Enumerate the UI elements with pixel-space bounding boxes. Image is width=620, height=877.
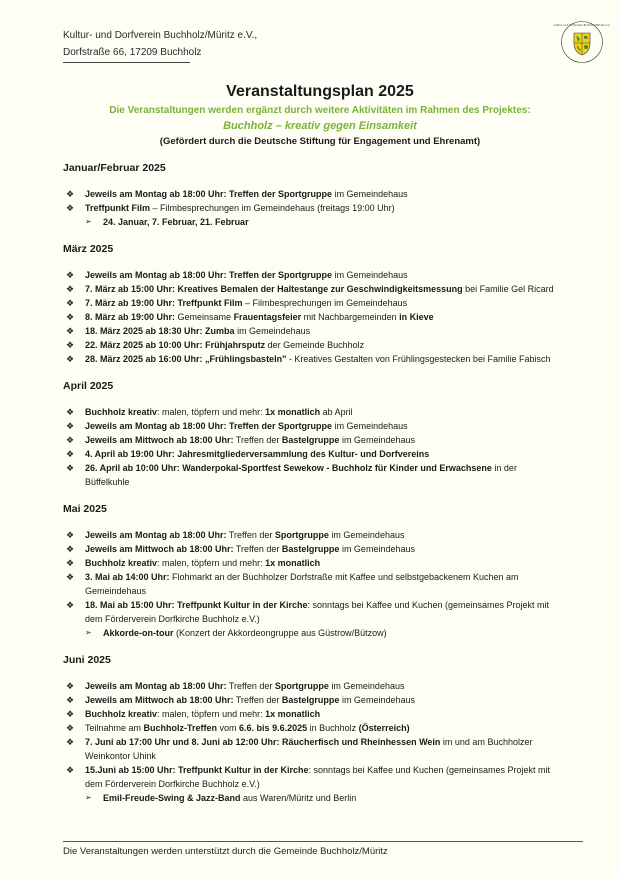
- event-subitem: [63, 791, 563, 805]
- event-text-bold: Jeweils am Montag ab 18:00 Uhr:: [85, 681, 227, 691]
- event-item: [63, 556, 563, 570]
- event-text: : malen, töpfern und mehr:: [157, 407, 266, 417]
- funding-note: (Gefördert durch die Deutsche Stiftung für Engagement und Ehrenamt): [159, 136, 481, 147]
- event-list: [63, 187, 563, 229]
- diamond-bullet-icon: ❖: [65, 530, 75, 540]
- section-title: März 2025: [63, 243, 114, 255]
- event-text-bold: Jeweils am Mittwoch ab 18:00 Uhr:: [85, 435, 234, 445]
- event-list: [63, 679, 563, 805]
- event-item: [63, 268, 563, 282]
- event-text: : malen, töpfern und mehr:: [157, 709, 266, 719]
- diamond-bullet-icon: ❖: [65, 298, 75, 308]
- diamond-bullet-icon: ❖: [65, 326, 75, 336]
- event-item: [63, 679, 563, 693]
- event-item: [63, 763, 563, 791]
- event-item: [63, 296, 563, 310]
- event-item: [63, 461, 563, 489]
- event-text: – Filmbesprechungen im Gemeindehaus: [242, 298, 408, 308]
- diamond-bullet-icon: ❖: [65, 203, 75, 213]
- event-text: - Kreatives Gestalten von Frühlingsgestecken bei Familie Fabisch: [286, 354, 551, 364]
- arrow-bullet-icon: ➢: [85, 217, 92, 226]
- event-text-bold: Sportgruppe: [274, 530, 329, 540]
- event-text: im Gemeindehaus: [339, 435, 415, 445]
- event-text-bold: 7. Juni ab 17:00 Uhr und 8. Juni ab 12:00 Uhr: Räucherfisch und Rheinhessen Wein: [85, 737, 441, 747]
- event-text-bold: 18. März 2025 ab 18:30 Uhr: Zumba: [85, 326, 235, 336]
- event-text-bold: 28. März 2025 ab 16:00 Uhr: „Frühlingsbasteln": [85, 354, 287, 364]
- event-text: ab April: [320, 407, 353, 417]
- event-text-bold: 3. Mai ab 14:00 Uhr:: [85, 572, 170, 582]
- event-item: [63, 187, 563, 201]
- event-text: Gemeinsame: [175, 312, 234, 322]
- event-text-bold: Frauentagsfeier: [233, 312, 302, 322]
- event-text: in Buchholz: [307, 723, 359, 733]
- event-text-bold: 7. März ab 19:00 Uhr: Treffpunkt Film: [85, 298, 243, 308]
- event-text: im und am Buchholzer Weinkontor Uhink: [85, 737, 533, 761]
- event-text: Treffen der: [233, 544, 282, 554]
- event-text: im Gemeindehaus: [332, 189, 408, 199]
- event-text: : sonntags bei Kaffee und Kuchen (gemeinsames Projekt mit dem Förderverein Dorfkirche Buchholz e.V.): [85, 600, 550, 624]
- diamond-bullet-icon: ❖: [65, 340, 75, 350]
- diamond-bullet-icon: ❖: [65, 407, 75, 417]
- event-text: im Gemeindehaus: [328, 681, 405, 691]
- event-text: mit Nachbargemeinden: [301, 312, 400, 322]
- diamond-bullet-icon: ❖: [65, 544, 75, 554]
- diamond-bullet-icon: ❖: [65, 695, 75, 705]
- diamond-bullet-icon: ❖: [65, 354, 75, 364]
- section-title: Januar/Februar 2025: [63, 162, 166, 174]
- diamond-bullet-icon: ❖: [65, 284, 75, 294]
- event-subitem: [63, 215, 563, 229]
- month-section: [63, 501, 563, 640]
- event-text-bold: Buchholz-Treffen: [143, 723, 218, 733]
- event-item: [63, 282, 563, 296]
- event-text-bold: Jeweils am Montag ab 18:00 Uhr: Treffen der Sportgruppe: [85, 189, 333, 199]
- event-text-bold: Jeweils am Montag ab 18:00 Uhr: Treffen der Sportgruppe: [85, 421, 333, 431]
- event-item: [63, 310, 563, 324]
- section-title: Mai 2025: [63, 503, 107, 515]
- event-text-bold: Buchholz kreativ: [85, 407, 158, 417]
- diamond-bullet-icon: ❖: [65, 681, 75, 691]
- event-text-bold: Jeweils am Mittwoch ab 18:00 Uhr:: [85, 695, 234, 705]
- event-text: Treffen der: [226, 681, 275, 691]
- event-text: Treffen der: [226, 530, 275, 540]
- diamond-bullet-icon: ❖: [65, 709, 75, 719]
- diamond-bullet-icon: ❖: [65, 270, 75, 280]
- event-text-bold: Jeweils am Montag ab 18:00 Uhr:: [85, 530, 227, 540]
- diamond-bullet-icon: ❖: [65, 421, 75, 431]
- event-text-bold: in Kieve: [399, 312, 434, 322]
- diamond-bullet-icon: ❖: [65, 765, 75, 775]
- diamond-bullet-icon: ❖: [65, 449, 75, 459]
- event-text: im Gemeindehaus: [332, 270, 408, 280]
- event-text-bold: Bastelgruppe: [281, 544, 340, 554]
- section-title: Juni 2025: [63, 654, 111, 666]
- diamond-bullet-icon: ❖: [65, 189, 75, 199]
- event-text-bold: Buchholz kreativ: [85, 709, 158, 719]
- event-text-bold: Bastelgruppe: [281, 435, 340, 445]
- org-address: Dorfstraße 66, 17209 Buchholz: [63, 44, 190, 63]
- title-block: [40, 82, 600, 149]
- event-text: – Filmbesprechungen im Gemeindehaus (freitags 19:00 Uhr): [150, 203, 395, 213]
- event-text-bold: 18. Mai ab 15:00 Uhr: Treffpunkt Kultur in der Kirche: [85, 600, 308, 610]
- event-text: im Gemeindehaus: [339, 695, 415, 705]
- event-text: der Gemeinde Buchholz: [265, 340, 365, 350]
- month-section: [63, 652, 563, 805]
- event-sections: [63, 160, 563, 817]
- event-text-bold: 24. Januar, 7. Februar, 21. Februar: [103, 217, 249, 227]
- event-list: [63, 528, 563, 640]
- diamond-bullet-icon: ❖: [65, 737, 75, 747]
- association-logo: [554, 20, 610, 64]
- event-text-bold: (Österreich): [358, 723, 410, 733]
- event-text: aus Waren/Müritz und Berlin: [240, 793, 357, 803]
- diamond-bullet-icon: ❖: [65, 723, 75, 733]
- project-intro: Die Veranstaltungen werden ergänzt durch weitere Aktivitäten im Rahmen des Projektes:: [109, 105, 531, 116]
- event-text: : sonntags bei Kaffee und Kuchen (gemeinsames Projekt mit dem Förderverein Dorfkirche Buchholz e.V.): [85, 765, 551, 789]
- event-text: im Gemeindehaus: [332, 421, 408, 431]
- event-text: (Konzert der Akkordeongruppe aus Güstrow/Bützow): [173, 628, 387, 638]
- event-item: [63, 528, 563, 542]
- event-text: Teilnahme am: [85, 723, 144, 733]
- event-text-bold: 1x monatlich: [265, 407, 321, 417]
- event-text-bold: 7. März ab 15:00 Uhr: Kreatives Bemalen der Haltestange zur Geschwindigkeitsmessung: [85, 284, 463, 294]
- event-item: [63, 542, 563, 556]
- diamond-bullet-icon: ❖: [65, 312, 75, 322]
- project-name: Buchholz – kreativ gegen Einsamkeit: [223, 120, 417, 132]
- event-text: bei Familie Gel Ricard: [462, 284, 554, 294]
- event-text-bold: 1x monatlich: [265, 558, 321, 568]
- event-item: [63, 338, 563, 352]
- event-text-bold: Jeweils am Mittwoch ab 18:00 Uhr:: [85, 544, 234, 554]
- event-text: Treffen der: [233, 695, 282, 705]
- diamond-bullet-icon: ❖: [65, 435, 75, 445]
- month-section: [63, 160, 563, 229]
- event-text: im Gemeindehaus: [339, 544, 415, 554]
- event-text-bold: Treffpunkt Film: [85, 203, 150, 213]
- event-list: [63, 268, 563, 366]
- event-text-bold: 4. April ab 19:00 Uhr: Jahresmitgliederversammlung des Kultur- und Dorfvereins: [85, 449, 430, 459]
- event-text: im Gemeindehaus: [328, 530, 405, 540]
- event-text: Treffen der: [233, 435, 282, 445]
- event-item: [63, 324, 563, 338]
- event-text-bold: 8. März ab 19:00 Uhr:: [85, 312, 176, 322]
- footer-note: Die Veranstaltungen werden unterstützt durch die Gemeinde Buchholz/Müritz: [63, 841, 583, 857]
- event-text-bold: Frühjahrsputz: [205, 340, 266, 350]
- event-text-bold: Bastelgruppe: [281, 695, 340, 705]
- event-item: [63, 721, 563, 735]
- event-item: [63, 570, 563, 598]
- logo-ring-text: Kultur- und Dorfverein Buchholz/Müritz e.V.: [554, 24, 610, 27]
- event-text: in der Büffelkuhle: [85, 463, 517, 487]
- event-item: [63, 447, 563, 461]
- diamond-bullet-icon: ❖: [65, 463, 75, 473]
- page-title: Veranstaltungsplan 2025: [226, 83, 414, 100]
- event-text-bold: Jeweils am Montag ab 18:00 Uhr: Treffen der Sportgruppe: [85, 270, 333, 280]
- month-section: [63, 378, 563, 489]
- event-text: vom: [217, 723, 240, 733]
- event-text-bold: Buchholz kreativ: [85, 558, 158, 568]
- arrow-bullet-icon: ➢: [85, 793, 92, 802]
- event-list: [63, 405, 563, 489]
- event-text-bold: Sportgruppe: [274, 681, 329, 691]
- event-item: [63, 598, 563, 626]
- event-item: [63, 419, 563, 433]
- event-text-bold: 15.Juni ab 15:00 Uhr: Treffpunkt Kultur in der Kirche: [85, 765, 309, 775]
- org-name: Kultur- und Dorfverein Buchholz/Müritz e.V.,: [63, 30, 258, 41]
- month-section: [63, 241, 563, 366]
- diamond-bullet-icon: ❖: [65, 572, 75, 582]
- diamond-bullet-icon: ❖: [65, 558, 75, 568]
- event-text-bold: Emil-Freude-Swing & Jazz-Band: [103, 793, 241, 803]
- event-item: [63, 693, 563, 707]
- event-text-bold: Akkorde-on-tour: [103, 628, 174, 638]
- event-text: Flohmarkt an der Buchholzer Dorfstraße mit Kaffee und selbstgebackenem Kuchen am Gemeindehaus: [85, 572, 519, 596]
- event-text-bold: 1x monatlich: [265, 709, 321, 719]
- event-item: [63, 352, 563, 366]
- event-item: [63, 433, 563, 447]
- event-text: : malen, töpfern und mehr:: [157, 558, 266, 568]
- section-title: April 2025: [63, 380, 114, 392]
- event-item: [63, 707, 563, 721]
- event-item: [63, 405, 563, 419]
- event-item: [63, 201, 563, 215]
- arrow-bullet-icon: ➢: [85, 628, 92, 637]
- event-text-bold: 26. April ab 10:00 Uhr: Wanderpokal-Sportfest Sewekow - Buchholz für Kinder und Erwachsene: [85, 463, 492, 473]
- diamond-bullet-icon: ❖: [65, 600, 75, 610]
- event-subitem: [63, 626, 563, 640]
- event-text-bold: 6.6. bis 9.6.2025: [239, 723, 308, 733]
- event-item: [63, 735, 563, 763]
- event-text: im Gemeindehaus: [234, 326, 311, 336]
- event-text-bold: 22. März 2025 ab 10:00 Uhr:: [85, 340, 203, 350]
- org-header: [63, 27, 257, 63]
